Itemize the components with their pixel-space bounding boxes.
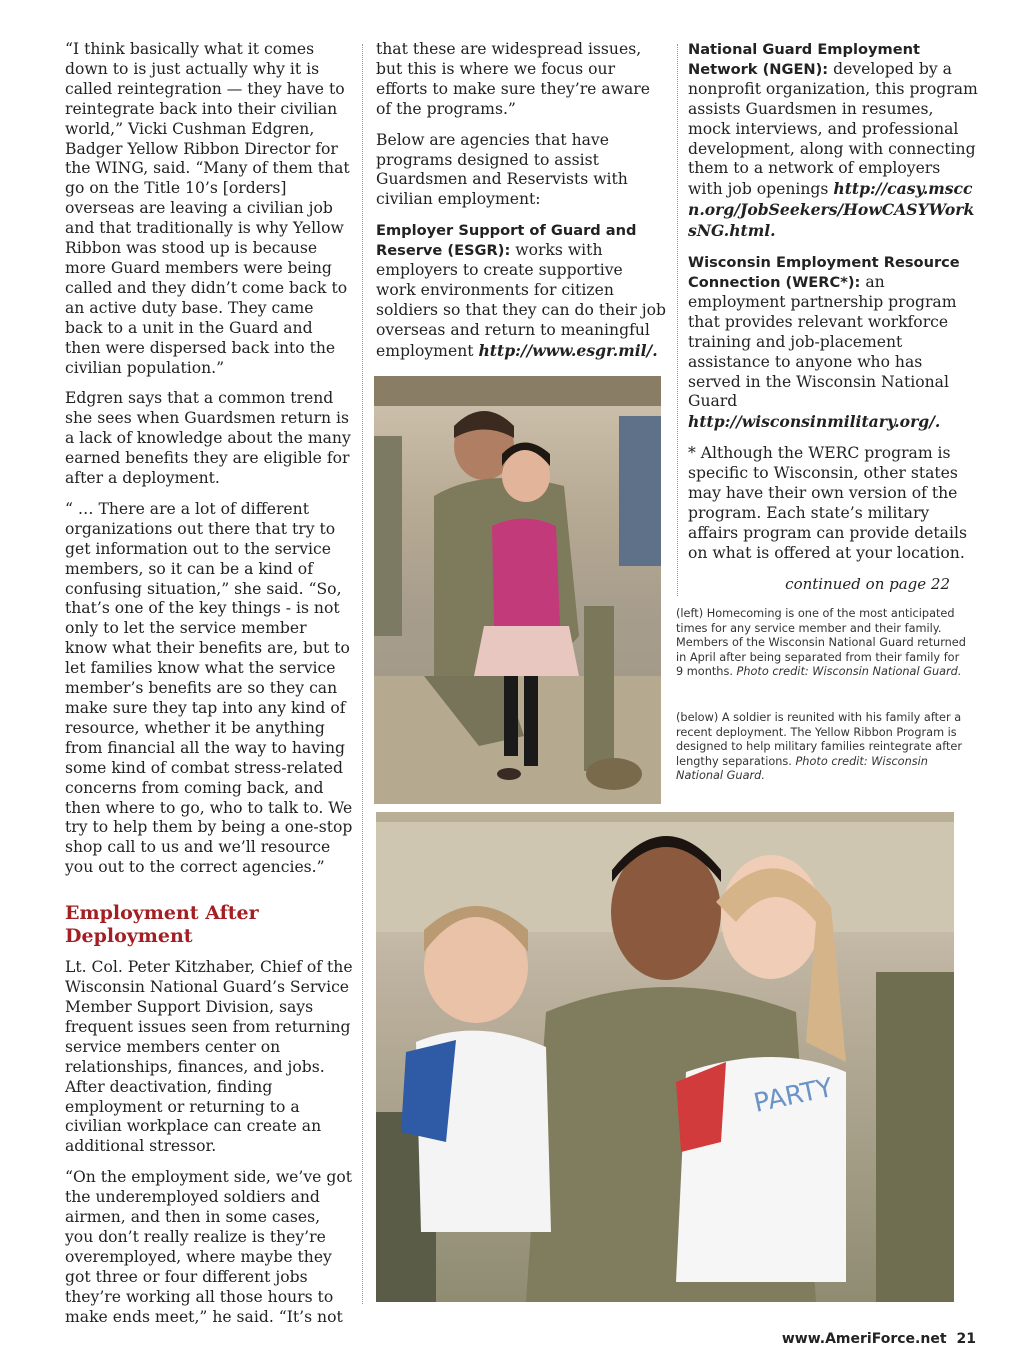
body-paragraph: “I think basically what it comes down to is just actually why it is called reintegration — they have to reintegrate back into their civilian world,” Vicki Cushman Edgren, Badger Yellow Ribbon Director for the WING, said. “Many of them that go on the Title 10’s [orders] overseas are leaving a civilian job and that traditionally is why Yellow Ribbon was stood up is because more Guard members were being called and they didn’t come back to an active duty base. They came back to a unit in the Guard and then were dispersed back into the civilian population.” bbox=[65, 40, 350, 377]
caption-text: (below) A soldier is reunited with his family after a recent deployment. The Yellow Ribbon Program is designed to help military families reintegrate after lengthy separations. bbox=[676, 711, 963, 768]
agency-description: developed by a nonprofit organization, this program assists Guardsmen in resumes, mock interviews, and professional development, along with connecting them to a network of employers with job openings bbox=[688, 59, 978, 199]
shirt-text: PARTY bbox=[751, 1072, 836, 1119]
column-divider bbox=[362, 44, 363, 1304]
agency-esgr bbox=[376, 221, 666, 361]
body-paragraph: “On the employment side, we’ve got the underemployed soldiers and airmen, and then in some cases, you don’t really realize is they’re overemployed, where maybe they got three or four different jobs they’re working all those hours to make ends meet,” he said. “It’s not bbox=[65, 1168, 352, 1326]
photo-illustration bbox=[376, 812, 954, 1302]
body-paragraph: Below are agencies that have programs designed to assist Guardsmen and Reservists with civilian employment: bbox=[376, 130, 628, 209]
agency-name: Employer Support of Guard and Reserve (ESGR): bbox=[376, 222, 637, 260]
photo-soldier-with-children bbox=[376, 812, 954, 1302]
article-column-1 bbox=[65, 40, 353, 1338]
photo-soldier-hugging-child bbox=[374, 376, 661, 804]
section-heading: Employment After Deployment bbox=[65, 902, 259, 948]
article-column-2 bbox=[376, 40, 666, 373]
agency-link[interactable]: http://casy.msccn.org/JobSeekers/HowCASYWorksNG.html. bbox=[688, 179, 975, 241]
body-paragraph: Lt. Col. Peter Kitzhaber, Chief of the Wisconsin National Guard’s Service Member Support Division, says frequent issues seen from returning service members center on relationships, finances, and jobs. After deactivation, finding employment or returning to a civilian workplace can create an additional stressor. bbox=[65, 958, 353, 1156]
agency-description: an employment partnership program that provides relevant workforce training and job-placement assistance to anyone who has served in the Wisconsin National Guard bbox=[688, 272, 957, 411]
footer-site[interactable]: www.AmeriForce.net bbox=[781, 1331, 947, 1347]
agency-link[interactable]: http://www.esgr.mil/. bbox=[478, 340, 658, 360]
agency-link[interactable]: http://wisconsinmilitary.org/. bbox=[688, 412, 941, 432]
agency-werc bbox=[688, 253, 978, 433]
column-divider bbox=[677, 44, 678, 596]
article-column-3 bbox=[688, 40, 978, 593]
photo-illustration bbox=[374, 376, 661, 804]
photo-credit: Photo credit: Wisconsin National Guard. bbox=[736, 665, 962, 679]
caption-text: (left) Homecoming is one of the most anticipated times for any service member and their family. Members of the Wisconsin National Guard returned in April after being separated from their family for 9 months. bbox=[676, 607, 966, 679]
body-paragraph: “ … There are a lot of different organizations out there that try to get information out to the service members, so it can be a kind of confusing situation,” she said. “So, that’s one of the key things - is not only to let the service member know what their benefits are, but to let families know what the service member’s benefits are so they can make sure they tap into any kind of resource, whether it be anything from financial all the way to having some kind of combat stress-related concerns from coming back, and then where to go, who to talk to. We try to help them by being a one-stop shop call to us and we’ll resource you out to the correct agencies.” bbox=[65, 499, 353, 877]
page-number: 21 bbox=[956, 1331, 976, 1347]
body-paragraph: Edgren says that a common trend she sees when Guardsmen return is a lack of knowledge about the many earned benefits they are eligible for after a deployment. bbox=[65, 389, 351, 488]
agency-name: Wisconsin Employment Resource Connection (WERC*): bbox=[688, 254, 960, 291]
photo-caption-below bbox=[676, 711, 966, 784]
page-footer bbox=[782, 1331, 976, 1347]
photo-caption-left bbox=[676, 607, 966, 680]
agency-description: works with employers to create supportive work environments for citizen soldiers so that they can do their job overseas and return to meaningful employment bbox=[376, 241, 666, 360]
agency-ngen bbox=[688, 40, 978, 242]
photo-credit: Photo credit: Wisconsin National Guard. bbox=[676, 754, 928, 783]
body-paragraph: that these are widespread issues, but this is where we focus our efforts to make sure they’re aware of the programs.” bbox=[376, 40, 650, 118]
continued-note: continued on page 22 bbox=[785, 574, 950, 593]
werc-note: * Although the WERC program is specific to Wisconsin, other states may have their own version of the program. Each state’s military affairs program can provide details on what is offered at your location. bbox=[688, 444, 967, 562]
agency-name: National Guard Employment Network (NGEN): bbox=[688, 41, 920, 78]
